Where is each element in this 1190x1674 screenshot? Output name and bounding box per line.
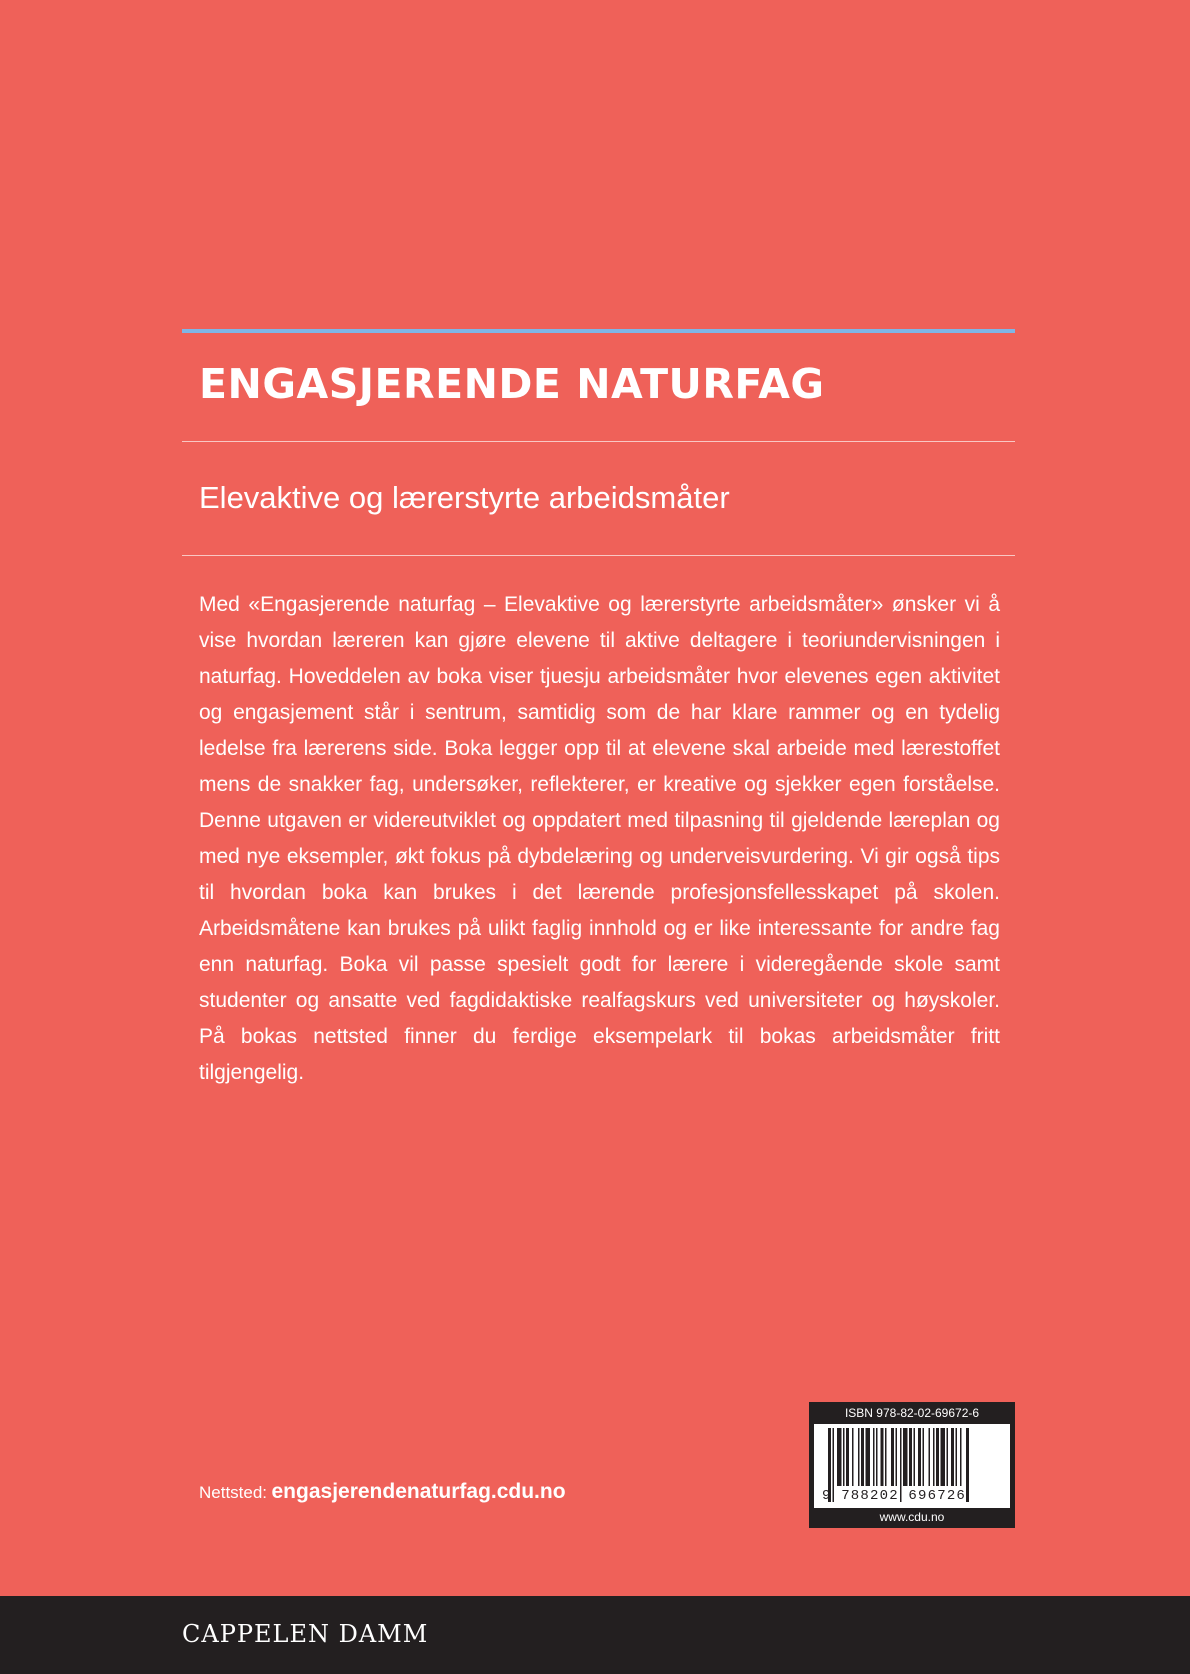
barcode-block — [809, 1402, 1015, 1528]
barcode-bar — [866, 1428, 871, 1486]
divider-top — [182, 441, 1015, 442]
book-title: ENGASJERENDE NATURFAG — [199, 360, 825, 408]
website-line — [199, 1477, 566, 1509]
barcode-bar — [891, 1428, 894, 1486]
divider-bottom — [182, 555, 1015, 556]
website-url[interactable]: engasjerendenaturfag.cdu.no — [271, 1480, 566, 1503]
barcode-bar — [914, 1428, 916, 1486]
barcode-bar — [852, 1428, 854, 1486]
barcode-bar — [837, 1428, 842, 1486]
barcode-bar — [956, 1428, 958, 1486]
barcode-bar — [861, 1428, 864, 1486]
barcode-bar — [923, 1428, 925, 1486]
barcode-bar — [941, 1428, 946, 1486]
barcode-bar — [858, 1428, 860, 1486]
barcode-bar — [947, 1428, 949, 1486]
website-label: Nettsted: — [199, 1483, 268, 1502]
barcode-bar — [909, 1428, 912, 1486]
book-subtitle: Elevaktive og lærerstyrte arbeidsmåter — [199, 480, 730, 515]
barcode-bar — [903, 1428, 908, 1486]
barcode — [814, 1424, 1010, 1508]
barcode-bar — [876, 1428, 878, 1486]
footer-band — [0, 1596, 1190, 1674]
barcode-bar — [896, 1428, 898, 1486]
accent-rule — [182, 329, 1015, 333]
barcode-bar — [873, 1428, 875, 1486]
barcode-bar — [843, 1428, 845, 1486]
barcode-bar — [885, 1428, 887, 1486]
barcode-bar — [881, 1428, 884, 1486]
barcode-bar — [936, 1428, 939, 1486]
barcode-bar — [918, 1428, 921, 1486]
blurb-text: Med «Engasjerende naturfag – Elevaktive og lærerstyrte arbeidsmåter» ønsker vi å vise hvordan læreren kan gjøre elevene til aktive deltagere i teoriundervisningen i naturfag. Hoveddelen av boka viser tjuesju arbeidsmåter hvor elevenes egen aktivitet og engasjement står i sentrum, samtidig som de har klare rammer og en tydelig ledelse fra lærerens side. Boka legger opp til at elevene skal arbeide med lærestoffet mens de snakker fag, undersøker, reflekterer, er kreative og sjekker egen forståelse. Denne utgaven er videreutviklet og oppdatert med tilpasning til gjeldende læreplan og med nye eksempler, økt fokus på dybdelæring og underveisvurdering. Vi gir også tips til hvordan boka kan brukes i det lærende profesjonsfellesskapet på skolen. Arbeidsmåtene kan brukes på ulikt faglig innhold og er like interessante for andre fag enn naturfag. Boka vil passe spesielt godt for lærere i videregående skole samt studenter og ansatte ved fagdidaktiske realfagskurs ved universiteter og høyskoler. På bokas nettsted finner du ferdige eksempelark til bokas arbeidsmåter fritt tilgjengelig. — [199, 593, 1000, 1084]
barcode-bar — [929, 1428, 931, 1486]
barcode-bar — [846, 1428, 849, 1486]
publisher-logo: CAPPELEN DAMM — [182, 1620, 429, 1648]
barcode-bar — [933, 1428, 935, 1486]
isbn-text: ISBN 978-82-02-69672-6 — [844, 1406, 980, 1420]
barcode-digits: 9 788202 696726 — [822, 1488, 967, 1504]
barcode-bar — [960, 1428, 962, 1486]
publisher-site: www.cdu.no — [879, 1510, 945, 1524]
barcode-bar — [951, 1428, 954, 1486]
